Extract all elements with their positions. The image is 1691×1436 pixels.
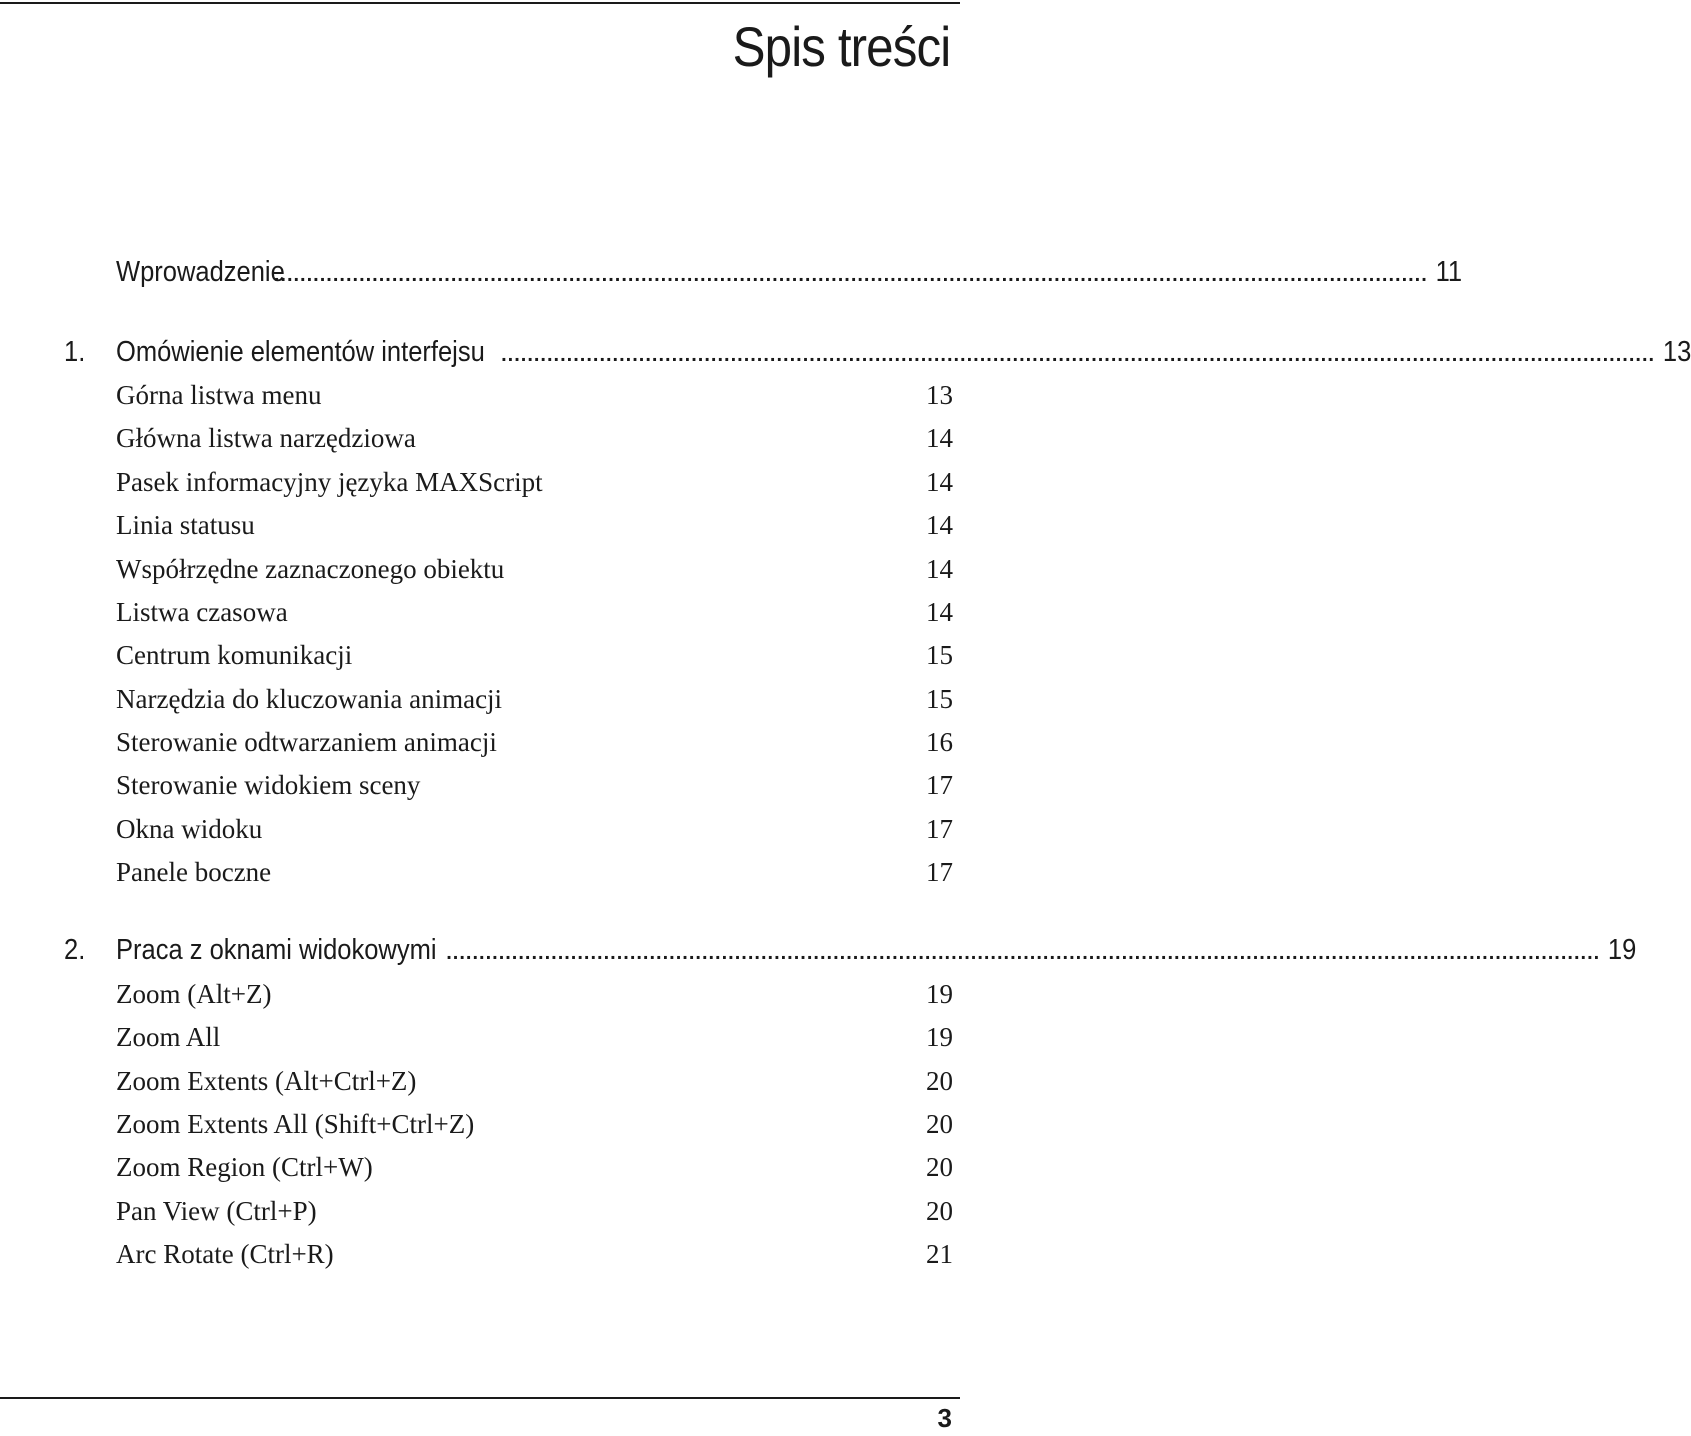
entry-title: Zoom (Alt+Z) (116, 979, 272, 1009)
entry-page: 17 (926, 770, 953, 800)
page-title: Spis treści (732, 15, 950, 78)
entry-page: 13 (926, 380, 953, 410)
dot-leader: ................................................................................................................................................................................ (273, 264, 1428, 286)
chapter-title: Omówienie elementów interfejsu (116, 336, 485, 368)
toc-entry[interactable] (116, 375, 953, 415)
entry-page: 15 (926, 684, 953, 714)
toc-chapter-1[interactable] (64, 332, 1691, 372)
toc-entry[interactable] (116, 549, 953, 589)
entry-page: 14 (926, 423, 953, 453)
toc-entry[interactable] (116, 974, 953, 1014)
entry-title: Arc Rotate (Ctrl+R) (116, 1239, 334, 1269)
toc-entry[interactable] (116, 1191, 953, 1231)
entry-page: 15 (926, 640, 953, 670)
entry-page: 20 (926, 1196, 953, 1226)
entry-title: Główna listwa narzędziowa (116, 423, 416, 453)
chapter-title: Praca z oknami widokowymi (116, 934, 437, 966)
entry-title: Pasek informacyjny języka MAXScript (116, 467, 543, 497)
entry-title: Listwa czasowa (116, 597, 288, 627)
toc-entry[interactable] (116, 505, 953, 545)
entry-title: Okna widoku (116, 814, 263, 844)
entry-title: Pan View (Ctrl+P) (116, 1196, 317, 1226)
chapter-page: 19 (1608, 934, 1637, 966)
page-number: 3 (937, 1403, 952, 1433)
entry-page: 20 (926, 1066, 953, 1096)
entry-page: 17 (926, 814, 953, 844)
entry-title: Górna listwa menu (116, 380, 322, 410)
entry-title: Narzędzia do kluczowania animacji (116, 684, 503, 714)
toc-entry[interactable] (116, 1017, 953, 1057)
toc-entry[interactable] (116, 592, 953, 632)
entry-page: 17 (926, 857, 953, 887)
entry-page: 16 (926, 727, 953, 757)
toc-intro-page: 11 (1435, 256, 1462, 288)
entry-title: Zoom Region (Ctrl+W) (116, 1152, 373, 1182)
chapter-page: 13 (1662, 336, 1691, 368)
bottom-rule (0, 1397, 960, 1399)
chapter-number: 1. (64, 336, 86, 368)
entry-title: Sterowanie widokiem sceny (116, 770, 421, 800)
entry-page: 14 (926, 554, 953, 584)
toc-entry[interactable] (116, 765, 953, 805)
toc-entry[interactable] (116, 1061, 953, 1101)
entry-title: Panele boczne (116, 857, 272, 887)
entry-page: 19 (926, 1022, 953, 1052)
entry-title: Linia statusu (116, 510, 255, 540)
dot-leader: ................................................................................................................................................................................ (446, 942, 1601, 964)
dot-leader: ................................................................................................................................................................................ (501, 344, 1656, 366)
entry-title: Centrum komunikacji (116, 640, 353, 670)
toc-entry[interactable] (116, 418, 953, 458)
toc-entry[interactable] (116, 635, 953, 675)
entry-page: 14 (926, 467, 953, 497)
toc-entry[interactable] (116, 1104, 953, 1144)
toc-entry[interactable] (116, 852, 953, 892)
toc-entry[interactable] (116, 679, 953, 719)
toc-entry[interactable] (116, 809, 953, 849)
toc-entry[interactable] (116, 722, 953, 762)
entry-page: 14 (926, 510, 953, 540)
entry-title: Zoom Extents (Alt+Ctrl+Z) (116, 1066, 417, 1096)
toc-entry[interactable] (116, 462, 953, 502)
toc-intro[interactable] (64, 252, 1462, 292)
top-rule (0, 2, 960, 4)
entry-page: 19 (926, 979, 953, 1009)
entry-title: Sterowanie odtwarzaniem animacji (116, 727, 497, 757)
entry-page: 21 (926, 1239, 953, 1269)
entry-page: 20 (926, 1152, 953, 1182)
entry-page: 14 (926, 597, 953, 627)
toc-entry[interactable] (116, 1234, 953, 1274)
entry-page: 20 (926, 1109, 953, 1139)
toc-intro-title: Wprowadzenie (116, 256, 285, 288)
entry-title: Współrzędne zaznaczonego obiektu (116, 554, 505, 584)
entry-title: Zoom Extents All (Shift+Ctrl+Z) (116, 1109, 475, 1139)
toc-chapter-2[interactable] (64, 930, 1637, 970)
entry-title: Zoom All (116, 1022, 221, 1052)
toc-entry[interactable] (116, 1147, 953, 1187)
chapter-number: 2. (64, 934, 86, 966)
